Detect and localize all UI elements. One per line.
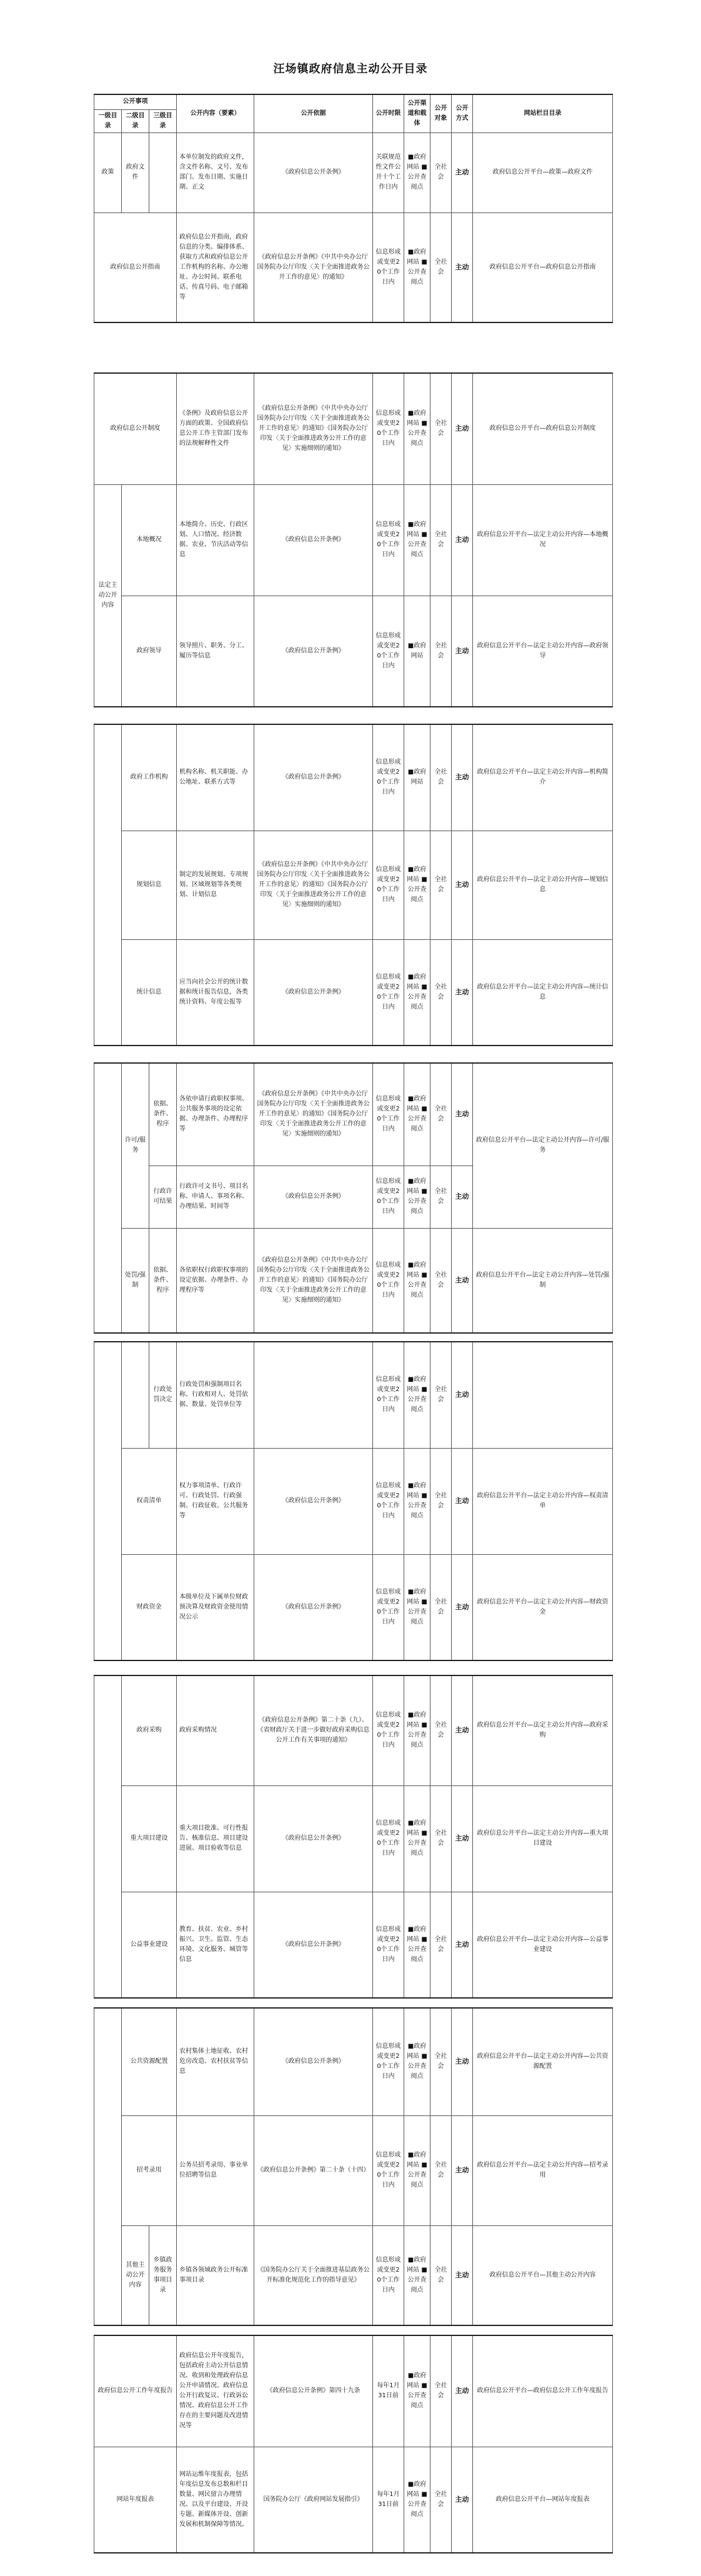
cell-time: 每年1月31日前 bbox=[373, 2335, 404, 2447]
cell-content: 制定的发展规划、专项规划、区域规划等各类规划、计划信息 bbox=[177, 831, 254, 939]
cell-target: 全社会 bbox=[430, 1166, 452, 1228]
cell-body: ■政府网站 ■公开查阅点 bbox=[404, 1228, 430, 1333]
cell-target: 全社会 bbox=[430, 2447, 452, 2553]
cell-basis: 《政府信息公开条例》第四十九条 bbox=[254, 2335, 373, 2447]
cell-target: 全社会 bbox=[430, 373, 452, 484]
cell-column: 政府信息公开平台—法定主动公开内容—公益事业建设 bbox=[473, 1892, 613, 1998]
page-title: 汪场镇政府信息主动公开目录 bbox=[273, 62, 428, 76]
header-body: 公开渠道和载体 bbox=[404, 94, 430, 132]
cell-body: ■政府网站 ■公开查阅点 bbox=[404, 939, 430, 1046]
cell-column: 政府信息公开平台—法定主动公开内容—政府采购 bbox=[473, 1675, 613, 1785]
table-row bbox=[94, 2115, 613, 2225]
cell-target: 全社会 bbox=[430, 1228, 452, 1333]
table-row bbox=[94, 596, 613, 707]
table-row bbox=[94, 1063, 613, 1166]
cell-body: ■政府网站 ■公开查阅点 bbox=[404, 2115, 430, 2225]
cell-target: 全社会 bbox=[430, 831, 452, 939]
cell-column: 政府信息公开平台—法定主动公开内容—财政资金 bbox=[473, 1554, 613, 1660]
cell-column: 政府信息公开平台—法定主动公开内容—公共资源配置 bbox=[473, 2008, 613, 2115]
cell-l1: 政府信息公开指南 bbox=[94, 212, 177, 322]
cell-column: 政府信息公开平台—法定主动公开内容—机构简介 bbox=[473, 724, 613, 831]
cell-body: ■政府网站 ■公开查阅点 bbox=[404, 1342, 430, 1448]
cell-l3: 依据、条件、程序 bbox=[149, 1063, 177, 1166]
cell-time: 信息形成或变更20个工作日内 bbox=[373, 724, 404, 831]
cell-way: 主动 bbox=[452, 2008, 473, 2115]
cell-l2: 规划信息 bbox=[122, 831, 177, 939]
cell-time: 信息形成或变更20个工作日内 bbox=[373, 373, 404, 484]
cell-body: ■政府网站 ■公开查阅点 bbox=[404, 1892, 430, 1998]
cell-column: 政府信息公开平台—法定主动公开内容—统计信息 bbox=[473, 939, 613, 1046]
header-way: 公开方式 bbox=[452, 94, 473, 132]
cell-target: 全社会 bbox=[430, 2225, 452, 2325]
cell-basis: 国务院办公厅《政府网站发展指引》 bbox=[254, 2447, 373, 2553]
cell-way: 主动 bbox=[452, 1063, 473, 1166]
cell-way: 主动 bbox=[452, 2447, 473, 2553]
cell-target: 全社会 bbox=[430, 939, 452, 1046]
table-row bbox=[94, 1554, 613, 1660]
cell-content: 政府采购情况 bbox=[177, 1675, 254, 1785]
cell-time: 信息形成或变更20个工作日内 bbox=[373, 596, 404, 707]
cell-l1: 政府信息公开工作年度报告 bbox=[94, 2335, 177, 2447]
table-row bbox=[94, 1342, 613, 1448]
cell-time: 信息形成或变更20个工作日内 bbox=[373, 831, 404, 939]
cell-l2: 许可/服务 bbox=[122, 1063, 149, 1228]
cell-l3 bbox=[149, 132, 177, 212]
table-row bbox=[94, 939, 613, 1046]
cell-way: 主动 bbox=[452, 1785, 473, 1892]
header-column: 网站栏目目录 bbox=[473, 94, 613, 132]
cell-time: 信息形成或变更20个工作日内 bbox=[373, 212, 404, 322]
header-target: 公开对象 bbox=[430, 94, 452, 132]
cell-content: 农村集体土地征收、农村危房改造、农村扶贫等信息 bbox=[177, 2008, 254, 2115]
cell-target: 全社会 bbox=[430, 2335, 452, 2447]
cell-target: 全社会 bbox=[430, 1554, 452, 1660]
cell-body: ■政府网站 bbox=[404, 724, 430, 831]
cell-body: ■政府网站 ■公开查阅点 bbox=[404, 2335, 430, 2447]
cell-body: ■政府网站 ■公开查阅点 bbox=[404, 2225, 430, 2325]
cell-basis: 《政府信息公开条例》《中共中央办公厅国务院办公厅印发〈关于全面推进政务公开工作的意见〉的通知》《国务院办公厅印发〈关于全面推进政务公开工作的意见〉实施细则的通知》 bbox=[254, 831, 373, 939]
cell-column: 政府信息公开平台—法定主动公开内容—规划信息 bbox=[473, 831, 613, 939]
cell-content: 乡镇各领域政务公开标准事项目录 bbox=[177, 2225, 254, 2325]
cell-time: 信息形成或变更20个工作日内 bbox=[373, 1063, 404, 1166]
cell-basis: 《政府信息公开条例》 bbox=[254, 1892, 373, 1998]
cell-way: 主动 bbox=[452, 2115, 473, 2225]
cell-time: 信息形成或变更20个工作日内 bbox=[373, 939, 404, 1046]
cell-time: 信息形成或变更20个工作日内 bbox=[373, 1785, 404, 1892]
cell-body: ■政府网站 ■公开查阅点 bbox=[404, 212, 430, 322]
cell-way: 主动 bbox=[452, 831, 473, 939]
cell-column: 政府信息公开平台—法定主动公开内容—本地概况 bbox=[473, 484, 613, 596]
cell-time: 关联规范性文件公开十个工作日内 bbox=[373, 132, 404, 212]
cell-basis: 《政府信息公开条例》 bbox=[254, 2008, 373, 2115]
cell-basis: 《政府信息公开条例》第二十条（九）、《省财政厅关于进一步做好政府采购信息公开工作有关事项的通知》 bbox=[254, 1675, 373, 1785]
cell-content: 重大项目批准、可行性报告、核准信息、项目建设进展、项目验收等信息 bbox=[177, 1785, 254, 1892]
cell-basis: 《政府信息公开条例》 bbox=[254, 1554, 373, 1660]
cell-time: 信息形成或变更20个工作日内 bbox=[373, 2008, 404, 2115]
cell-content: 公务员招考录用、事业单位招聘等信息 bbox=[177, 2115, 254, 2225]
cell-content: 教育、扶贫、农业、乡村振兴、卫生、监管、生态环境、文化服务、城管等信息 bbox=[177, 1892, 254, 1998]
cell-column bbox=[473, 1342, 613, 1448]
cell-l2: 财政资金 bbox=[122, 1554, 177, 1660]
cell-target: 全社会 bbox=[430, 1063, 452, 1166]
cell-target: 全社会 bbox=[430, 1892, 452, 1998]
table-row bbox=[94, 1228, 613, 1333]
cell-l3: 行政处罚决定 bbox=[149, 1342, 177, 1448]
cell-basis: 《政府信息公开条例》 bbox=[254, 132, 373, 212]
cell-way: 主动 bbox=[452, 1892, 473, 1998]
cell-l1: 政策 bbox=[94, 132, 122, 212]
cell-basis bbox=[254, 1342, 373, 1448]
cell-body: ■政府网站 ■公开查阅点 bbox=[404, 1785, 430, 1892]
cell-time: 信息形成或变更20个工作日内 bbox=[373, 1892, 404, 1998]
catalog-table-segment-2 bbox=[94, 372, 613, 707]
table-row bbox=[94, 1675, 613, 1785]
cell-target: 全社会 bbox=[430, 2115, 452, 2225]
catalog-table-segment-1 bbox=[94, 94, 613, 323]
cell-way: 主动 bbox=[452, 2335, 473, 2447]
cell-l3: 乡镇政务服务事项目录 bbox=[149, 2225, 177, 2325]
cell-way: 主动 bbox=[452, 1675, 473, 1785]
cell-content: 本地简介、历史、行政区划、人口情况、经济数据、农业、节庆活动等信息 bbox=[177, 484, 254, 596]
cell-target: 全社会 bbox=[430, 484, 452, 596]
cell-time: 信息形成或变更20个工作日内 bbox=[373, 2225, 404, 2325]
cell-way: 主动 bbox=[452, 2225, 473, 2325]
cell-l2: 其他主动公开内容 bbox=[122, 2225, 149, 2325]
header-content: 公开内容（要素） bbox=[177, 94, 254, 132]
cell-l2: 权责清单 bbox=[122, 1448, 177, 1554]
cell-column: 政府信息公开平台—政府信息公开制度 bbox=[473, 373, 613, 484]
cell-target: 全社会 bbox=[430, 1342, 452, 1448]
cell-way: 主动 bbox=[452, 132, 473, 212]
cell-body: ■政府网站 bbox=[404, 596, 430, 707]
header-public-items: 公开事项 bbox=[94, 94, 177, 109]
cell-target: 全社会 bbox=[430, 1785, 452, 1892]
cell-way: 主动 bbox=[452, 939, 473, 1046]
cell-content: 领导照片、职务、分工、履历等信息 bbox=[177, 596, 254, 707]
cell-way: 主动 bbox=[452, 1228, 473, 1333]
cell-l2: 政府采购 bbox=[122, 1675, 177, 1785]
cell-l1: 政府信息公开制度 bbox=[94, 373, 177, 484]
catalog-table-segment-8 bbox=[94, 2335, 613, 2554]
table-row bbox=[94, 2225, 613, 2325]
cell-body: ■政府网站 ■公开查阅点 bbox=[404, 1675, 430, 1785]
cell-basis: 《国务院办公厅关于全面推进基层政务公开标准化规范化工作的指导意见》 bbox=[254, 2225, 373, 2325]
cell-basis: 《政府信息公开条例》 bbox=[254, 484, 373, 596]
cell-column: 政府信息公开平台—法定主动公开内容—权责清单 bbox=[473, 1448, 613, 1554]
cell-time: 信息形成或变更20个工作日内 bbox=[373, 2115, 404, 2225]
cell-column: 政府信息公开平台—法定主动公开内容—重大项目建设 bbox=[473, 1785, 613, 1892]
cell-body: ■政府网站 ■公开查阅点 bbox=[404, 831, 430, 939]
cell-body: ■政府网站 ■公开查阅点 bbox=[404, 1554, 430, 1660]
cell-basis: 《政府信息公开条例》《中共中央办公厅国务院办公厅印发〈关于全面推进政务公开工作的意见〉的通知》 bbox=[254, 212, 373, 322]
cell-body: ■政府网站 ■公开查阅点 bbox=[404, 2008, 430, 2115]
cell-column: 政府信息公开平台—网站年度报表 bbox=[473, 2447, 613, 2553]
cell-l2: 统计信息 bbox=[122, 939, 177, 1046]
cell-basis: 《政府信息公开条例》第二十条（十四） bbox=[254, 2115, 373, 2225]
cell-column: 政府信息公开平台—法定主动公开内容—许可/服务 bbox=[473, 1063, 613, 1228]
header-level1: 一级目录 bbox=[94, 109, 122, 132]
cell-way: 主动 bbox=[452, 1342, 473, 1448]
table-row bbox=[94, 2008, 613, 2115]
cell-body: ■政府网站 ■公开查阅点 bbox=[404, 1448, 430, 1554]
cell-l2: 政府文件 bbox=[122, 132, 149, 212]
cell-content: 网站运维年度报表，包括年度信息发布总数和栏目数量、网民留言办理情况、以及平台建设、开设专题、新媒体开设、创新发展和机制保障等情况。 bbox=[177, 2447, 254, 2553]
cell-l2: 政府工作机构 bbox=[122, 724, 177, 831]
cell-l1: 网站年度报表 bbox=[94, 2447, 177, 2553]
cell-target: 全社会 bbox=[430, 596, 452, 707]
cell-target: 全社会 bbox=[430, 2008, 452, 2115]
cell-basis: 《政府信息公开条例》《中共中央办公厅国务院办公厅印发〈关于全面推进政务公开工作的意见〉的通知》《国务院办公厅印发〈关于全面推进政务公开工作的意见〉实施细则的通知》 bbox=[254, 1228, 373, 1333]
cell-content: 行政处罚和强制项目名称、行政相对人、处罚依据、数量、处罚单位等 bbox=[177, 1342, 254, 1448]
catalog-table-segment-5 bbox=[94, 1341, 613, 1661]
cell-way: 主动 bbox=[452, 1554, 473, 1660]
catalog-table-segment-3 bbox=[94, 724, 613, 1046]
cell-basis: 《政府信息公开条例》《中共中央办公厅国务院办公厅印发〈关于全面推进政务公开工作的意见〉的通知》《国务院办公厅印发〈关于全面推进政务公开工作的意见〉实施细则的通知》 bbox=[254, 1063, 373, 1166]
cell-column: 政府信息公开平台—法定主动公开内容—招考录用 bbox=[473, 2115, 613, 2225]
cell-target: 全社会 bbox=[430, 1448, 452, 1554]
table-row bbox=[94, 724, 613, 831]
cell-l2: 公益事业建设 bbox=[122, 1892, 177, 1998]
cell-body: ■政府网站 ■公开查阅点 bbox=[404, 1063, 430, 1166]
cell-way: 主动 bbox=[452, 596, 473, 707]
cell-column: 政府信息公开平台—其他主动公开内容 bbox=[473, 2225, 613, 2325]
table-row bbox=[94, 212, 613, 322]
table-row bbox=[94, 484, 613, 596]
header-level2: 二级目录 bbox=[122, 109, 149, 132]
cell-time: 信息形成或变更20个工作日内 bbox=[373, 1166, 404, 1228]
cell-column: 政府信息公开平台—政府信息公开工作年度报告 bbox=[473, 2335, 613, 2447]
cell-l2: 政府领导 bbox=[122, 596, 177, 707]
cell-column: 政府信息公开平台—法定主动公开内容—处罚/强制 bbox=[473, 1228, 613, 1333]
cell-body: ■政府网站 ■公开查阅点 bbox=[404, 373, 430, 484]
cell-content: 政府信息公开指南，政府信息的分类、编排体系、获取方式和政府信息公开工作机构的名称、办公地址、办公时间、联系电话、传真号码、电子邮箱等 bbox=[177, 212, 254, 322]
cell-time: 信息形成或变更20个工作日内 bbox=[373, 1554, 404, 1660]
cell-basis: 《政府信息公开条例》 bbox=[254, 1448, 373, 1554]
cell-content: 本级单位及下属单位财政预决算及财政资金使用情况公示 bbox=[177, 1554, 254, 1660]
cell-l2: 重大项目建设 bbox=[122, 1785, 177, 1892]
cell-body: ■政府网站 ■公开查阅点 bbox=[404, 132, 430, 212]
cell-time: 信息形成或变更20个工作日内 bbox=[373, 1675, 404, 1785]
header-time: 公开时限 bbox=[373, 94, 404, 132]
catalog-table-segment-7 bbox=[94, 2007, 613, 2326]
cell-content: 各依职权行政职权事项的设定依据、办理条件、办理程序等 bbox=[177, 1228, 254, 1333]
cell-l2: 本地概况 bbox=[122, 484, 177, 596]
cell-l2: 招考录用 bbox=[122, 2115, 177, 2225]
cell-column: 政府信息公开平台—法定主动公开内容—政府领导 bbox=[473, 596, 613, 707]
cell-column: 政府信息公开平台—政府信息公开指南 bbox=[473, 212, 613, 322]
cell-content: 各依申请行政职权事项、公共服务事项的设定依据、办理条件、办理程序等 bbox=[177, 1063, 254, 1166]
cell-l3: 行政许可结果 bbox=[149, 1166, 177, 1228]
table-row bbox=[94, 1892, 613, 1998]
cell-time: 信息形成或变更20个工作日内 bbox=[373, 1448, 404, 1554]
cell-content: 行政许可文书号、项目名称、申请人、事项名称、办理结果、时间等 bbox=[177, 1166, 254, 1228]
header-basis: 公开依据 bbox=[254, 94, 373, 132]
table-row bbox=[94, 2335, 613, 2447]
cell-target: 全社会 bbox=[430, 724, 452, 831]
cell-l3: 依据、条件、程序 bbox=[149, 1228, 177, 1333]
cell-basis: 《政府信息公开条例》 bbox=[254, 724, 373, 831]
header-level3: 三级目录 bbox=[149, 109, 177, 132]
cell-basis: 《政府信息公开条例》 bbox=[254, 1785, 373, 1892]
cell-content: 机构名称、机关职能、办公地址、联系方式等 bbox=[177, 724, 254, 831]
cell-time: 每年1月31日前 bbox=[373, 2447, 404, 2553]
cell-body: ■政府网站 ■公开查阅点 bbox=[404, 484, 430, 596]
table-row bbox=[94, 1785, 613, 1892]
cell-target: 全社会 bbox=[430, 132, 452, 212]
cell-basis: 《政府信息公开条例》 bbox=[254, 596, 373, 707]
cell-basis: 《政府信息公开条例》 bbox=[254, 939, 373, 1046]
cell-way: 主动 bbox=[452, 484, 473, 596]
cell-content: 本单位制发的政府文件，含文件名称、文号、发布部门、发布日期、实施日期、正文 bbox=[177, 132, 254, 212]
cell-content: 应当向社会公开的统计数据和统计报告信息，各类统计资料、年度公报等 bbox=[177, 939, 254, 1046]
cell-time: 信息形成或变更20个工作日内 bbox=[373, 484, 404, 596]
cell-way: 主动 bbox=[452, 724, 473, 831]
table-row bbox=[94, 373, 613, 484]
cell-time: 信息形成或变更20个工作日内 bbox=[373, 1228, 404, 1333]
cell-content: 权力事项清单、行政许可、行政处罚、行政强制、行政征收、公共服务等 bbox=[177, 1448, 254, 1554]
cell-way: 主动 bbox=[452, 1448, 473, 1554]
cell-l2: 处罚/强制 bbox=[122, 1228, 149, 1333]
catalog-table-segment-6 bbox=[94, 1675, 613, 1999]
cell-content: 政府信息公开年度报告，包括政府主动公开信息情况、收到和处理政府信息公开申请情况、政府信息公开行政复议、行政诉讼情况、政府信息公开工作存在的主要问题及改进情况等 bbox=[177, 2335, 254, 2447]
table-row bbox=[94, 132, 613, 212]
cell-target: 全社会 bbox=[430, 1675, 452, 1785]
cell-body: ■政府网站 ■公开查阅点 bbox=[404, 1166, 430, 1228]
cell-l2: 公共资源配置 bbox=[122, 2008, 177, 2115]
cell-way: 主动 bbox=[452, 212, 473, 322]
cell-way: 主动 bbox=[452, 1166, 473, 1228]
table-row bbox=[94, 2447, 613, 2553]
table-row bbox=[94, 1448, 613, 1554]
table-row bbox=[94, 831, 613, 939]
cell-time: 信息形成或变更20个工作日内 bbox=[373, 1342, 404, 1448]
cell-basis: 《政府信息公开条例》《中共中央办公厅国务院办公厅印发〈关于全面推进政务公开工作的意见〉的通知》《国务院办公厅印发〈关于全面推进政务公开工作的意见〉实施细则的通知》 bbox=[254, 373, 373, 484]
cell-column: 政府信息公开平台—政策—政府文件 bbox=[473, 132, 613, 212]
cell-body: ■政府网站 ■公开查阅点 bbox=[404, 2447, 430, 2553]
cell-basis: 《政府信息公开条例》 bbox=[254, 1166, 373, 1228]
catalog-table-segment-4 bbox=[94, 1062, 613, 1334]
cell-target: 全社会 bbox=[430, 212, 452, 322]
cell-l1-merged: 法定主动公开内容 bbox=[94, 484, 122, 707]
cell-way: 主动 bbox=[452, 373, 473, 484]
cell-content: 《条例》及政府信息公开方面的政策、全国政府信息公开工作主管部门发布的法规解释性文件 bbox=[177, 373, 254, 484]
